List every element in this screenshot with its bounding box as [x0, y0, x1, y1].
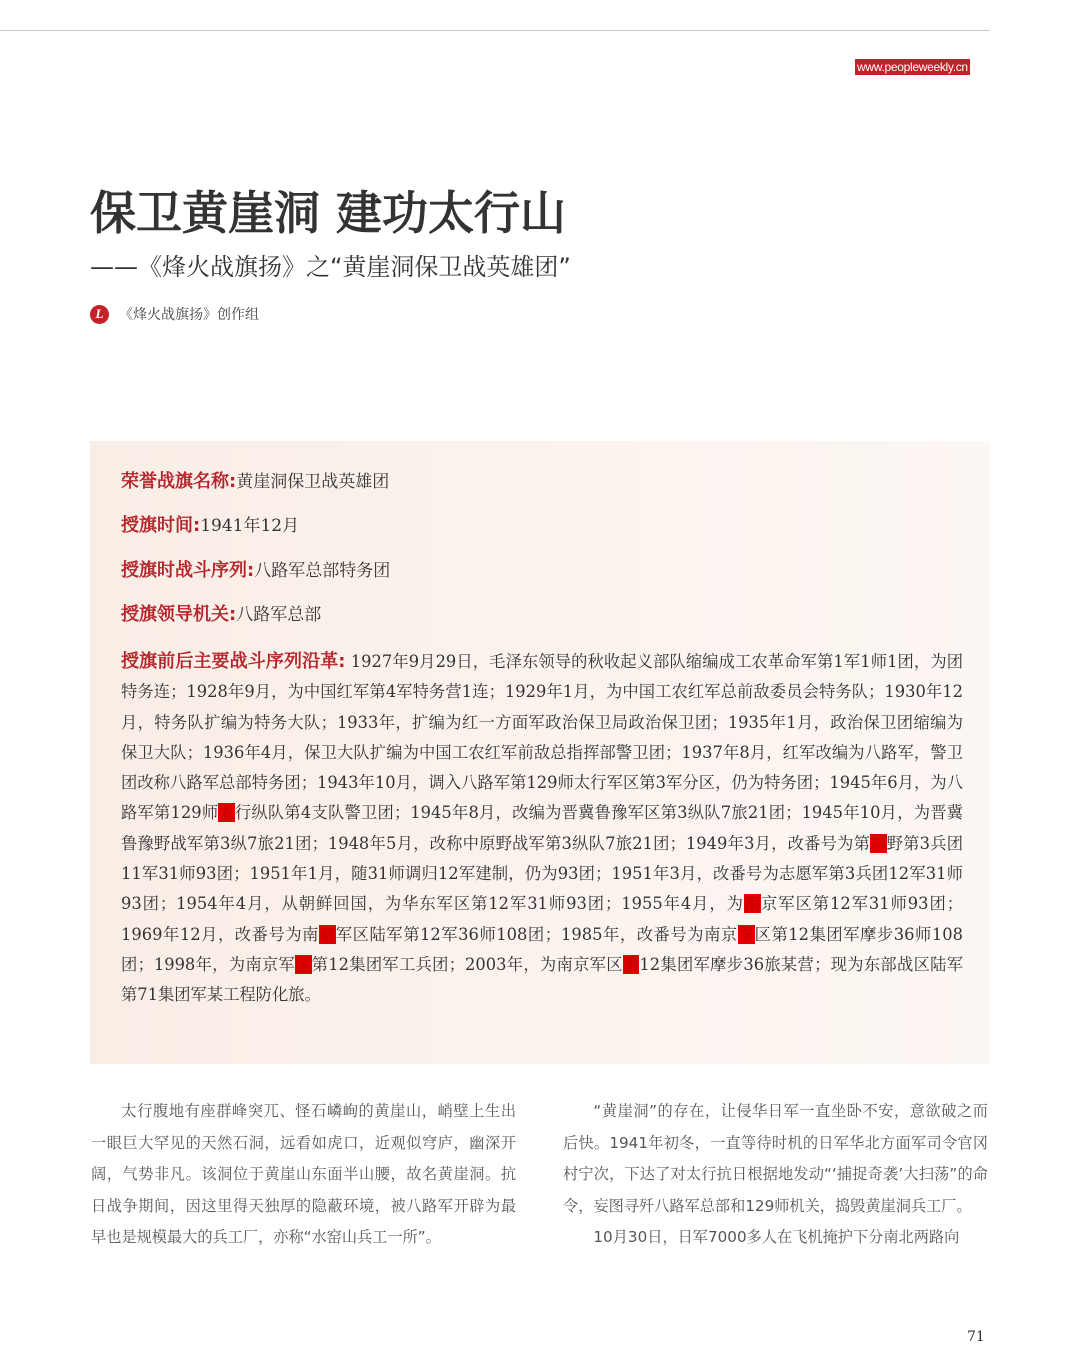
highlighted-char: 区	[295, 954, 312, 974]
byline-text: 《烽火战旗扬》创作组	[119, 307, 259, 323]
highlighted-char: 二	[870, 833, 887, 853]
website-url-badge[interactable]: www.peopleweekly.cn	[857, 60, 968, 74]
article-title: 保卫黄崖洞 建功太行山	[90, 186, 567, 240]
article-subtitle: ——《烽火战旗扬》之“黄崖洞保卫战英雄团”	[90, 253, 571, 281]
honor-flag-info-box	[90, 441, 990, 1064]
byline	[90, 302, 259, 326]
history-text: 野第3兵团11军31师93团；1951年1月，随31师调归12军建制，仍为93团；1951年3月，改番号为志愿军第3兵团12军31师93团；1954年4月，从朝鲜回国，为华东军区第12军31师93团；1955年4月，为	[121, 833, 963, 914]
page-number: 71	[967, 1329, 985, 1345]
info-label: 授旗时间:	[121, 515, 201, 536]
highlighted-char: 京	[319, 924, 336, 944]
info-row-award-time	[121, 514, 299, 538]
battle-order-history	[121, 647, 963, 1011]
body-paragraph: “黄崖洞”的存在，让侵华日军一直坐卧不安，意欲破之而后快。1941年初冬，一直等待时机的日军华北方面军司令官冈村宁次，下达了对太行抗日根据地发动“‘捕捉奇袭’大扫荡”的命令，妄图寻歼八路军总部和129师机关，捣毁黄崖洞兵工厂。	[563, 1102, 988, 1215]
highlighted-char: 太	[218, 803, 235, 823]
info-row-leading-organ	[121, 603, 321, 627]
info-label: 授旗时战斗序列:	[121, 560, 255, 581]
info-row-battle-order	[121, 559, 390, 583]
info-value: 黄崖洞保卫战英雄团	[236, 472, 390, 492]
info-label: 授旗领导机关:	[121, 604, 237, 625]
history-text: 行纵队第4支队警卫团；1945年8月，改编为晋冀鲁豫军区第3纵队7旅21团；1945年10月，为晋冀鲁豫野战军第3纵7旅21团；1948年5月，改称中原野战军第3纵队7旅21团；1949年3月，改番号为第	[121, 803, 963, 853]
info-value: 1941年12月	[200, 516, 300, 536]
history-text: 1927年9月29日，毛泽东领导的秋收起义部队缩编成工农革命军第1军1师1团，为团特务连；1928年9月，为中国红军第4军特务营1连；1929年1月，为中国工农红军总前敌委员会特务队；1930年12月，特务队扩编为特务大队；1933年，扩编为红一方面军政治保卫局政治保卫团；1935年1月，政治保卫团缩编为保卫大队；1936年4月，保卫大队扩编为中国工农红军前敌总指挥部警卫团；1937年8月，红军改编为八路军，警卫团改称八路军总部特务团；1943年10月，调入八路军第129师太行军区第3军分区，仍为特务团；1945年6月，为八路军第129师	[121, 652, 963, 823]
history-text: 第12集团军工兵团；2003年，为南京军区	[311, 954, 623, 974]
header-rule	[0, 30, 990, 31]
body-paragraph: 太行腹地有座群峰突兀、怪石嶙峋的黄崖山，峭壁上生出一眼巨大罕见的天然石洞，远看如虎口，近观似穹庐，幽深开阔，气势非凡。该洞位于黄崖山东面半山腰，故名黄崖洞。抗日战争期间，因这里得天独厚的隐蔽环境，被八路军开辟为最早也是规模最大的兵工厂，亦称“水窑山兵工一所”。	[91, 1102, 516, 1246]
body-column-right	[563, 1096, 988, 1254]
highlighted-char: 军	[737, 924, 755, 944]
info-value: 八路军总部特务团	[254, 561, 391, 581]
info-row-flag-name	[121, 470, 389, 494]
history-text: 京军区第12军31师93团；1969年12月，改番号为南	[121, 894, 963, 944]
info-label: 荣誉战旗名称:	[121, 471, 237, 492]
body-paragraph: 10月30日，日军7000多人在飞机掩护下分南北两路向	[593, 1228, 960, 1246]
highlighted-char: 第	[622, 954, 640, 974]
history-text: 区第12集团军摩步36师108团；1998年，为南京军	[121, 924, 963, 974]
history-text: 军区陆军第12军36师108团；1985年，改番号为南京	[335, 924, 738, 944]
history-text: 12集团军摩步36旅某营；现为东部战区陆军第71集团军某工程防化旅。	[121, 954, 964, 1005]
body-column-left	[91, 1096, 516, 1254]
history-label: 授旗前后主要战斗序列沿革:	[121, 651, 346, 672]
info-value: 八路军总部	[236, 605, 322, 625]
author-logo-icon: L	[90, 305, 109, 324]
highlighted-char: 南	[743, 894, 762, 914]
